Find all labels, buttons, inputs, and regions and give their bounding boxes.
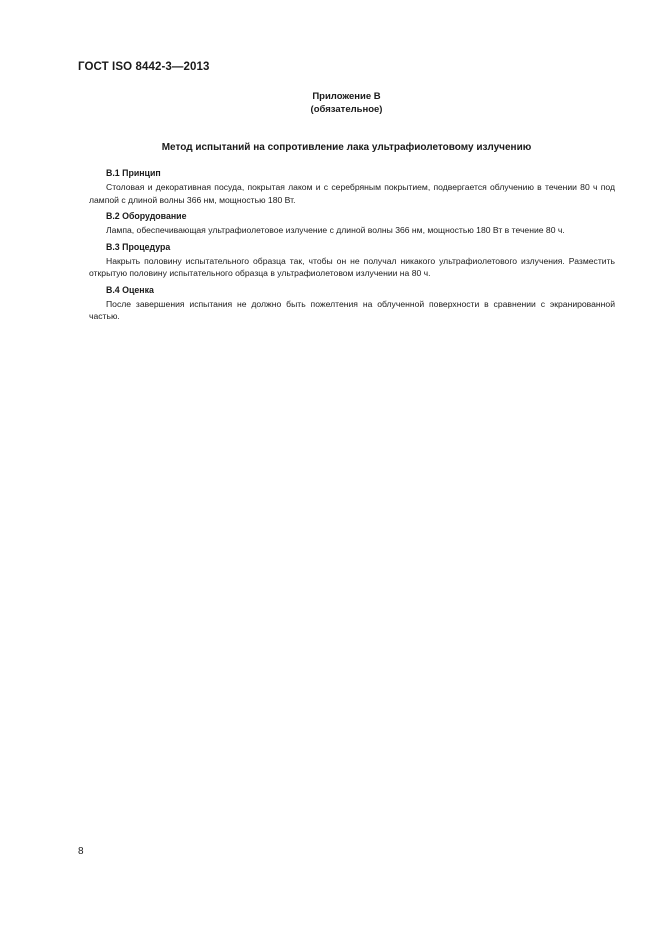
- section-procedure: [89, 241, 615, 280]
- document-code: ГОСТ ISO 8442-3—2013: [78, 61, 210, 73]
- section-evaluation: [89, 284, 615, 323]
- section-equipment: [89, 210, 615, 237]
- section-heading: В.3 Процедура: [106, 241, 171, 252]
- appendix-title: Метод испытаний на сопротивление лака ультрафиолетовому излучению: [161, 142, 532, 153]
- section-principle: [89, 167, 615, 206]
- section-heading: В.4 Оценка: [106, 284, 154, 295]
- section-text: Лампа, обеспечивающая ультрафиолетовое излучение с длиной волны 366 нм, мощностью 180 Вт в течение 80 ч.: [106, 225, 565, 235]
- section-heading: В.2 Оборудование: [106, 211, 187, 221]
- appendix-status: (обязательное): [310, 104, 383, 115]
- section-text: После завершения испытания не должно быть пожелтения на облученной поверхности в сравнении с экранированной частью.: [89, 298, 615, 321]
- page-number: 8: [78, 846, 84, 857]
- appendix-content: [89, 167, 615, 327]
- section-text: Столовая и декоративная посуда, покрытая лаком и с серебряным покрытием, подвергается облучению в течении 80 ч под лампой с длиной волны 366 нм, мощностью 180 Вт.: [89, 182, 615, 205]
- appendix-heading: [78, 90, 615, 116]
- appendix-label: Приложение В: [312, 91, 381, 102]
- section-text: Накрыть половину испытательного образца так, чтобы он не получал никакого ультрафиолетового излучения. Разместить открытую половину испытательного образца в ультрафиолетовом излучении на 80 ч.: [89, 255, 615, 278]
- section-heading: В.1 Принцип: [106, 168, 161, 178]
